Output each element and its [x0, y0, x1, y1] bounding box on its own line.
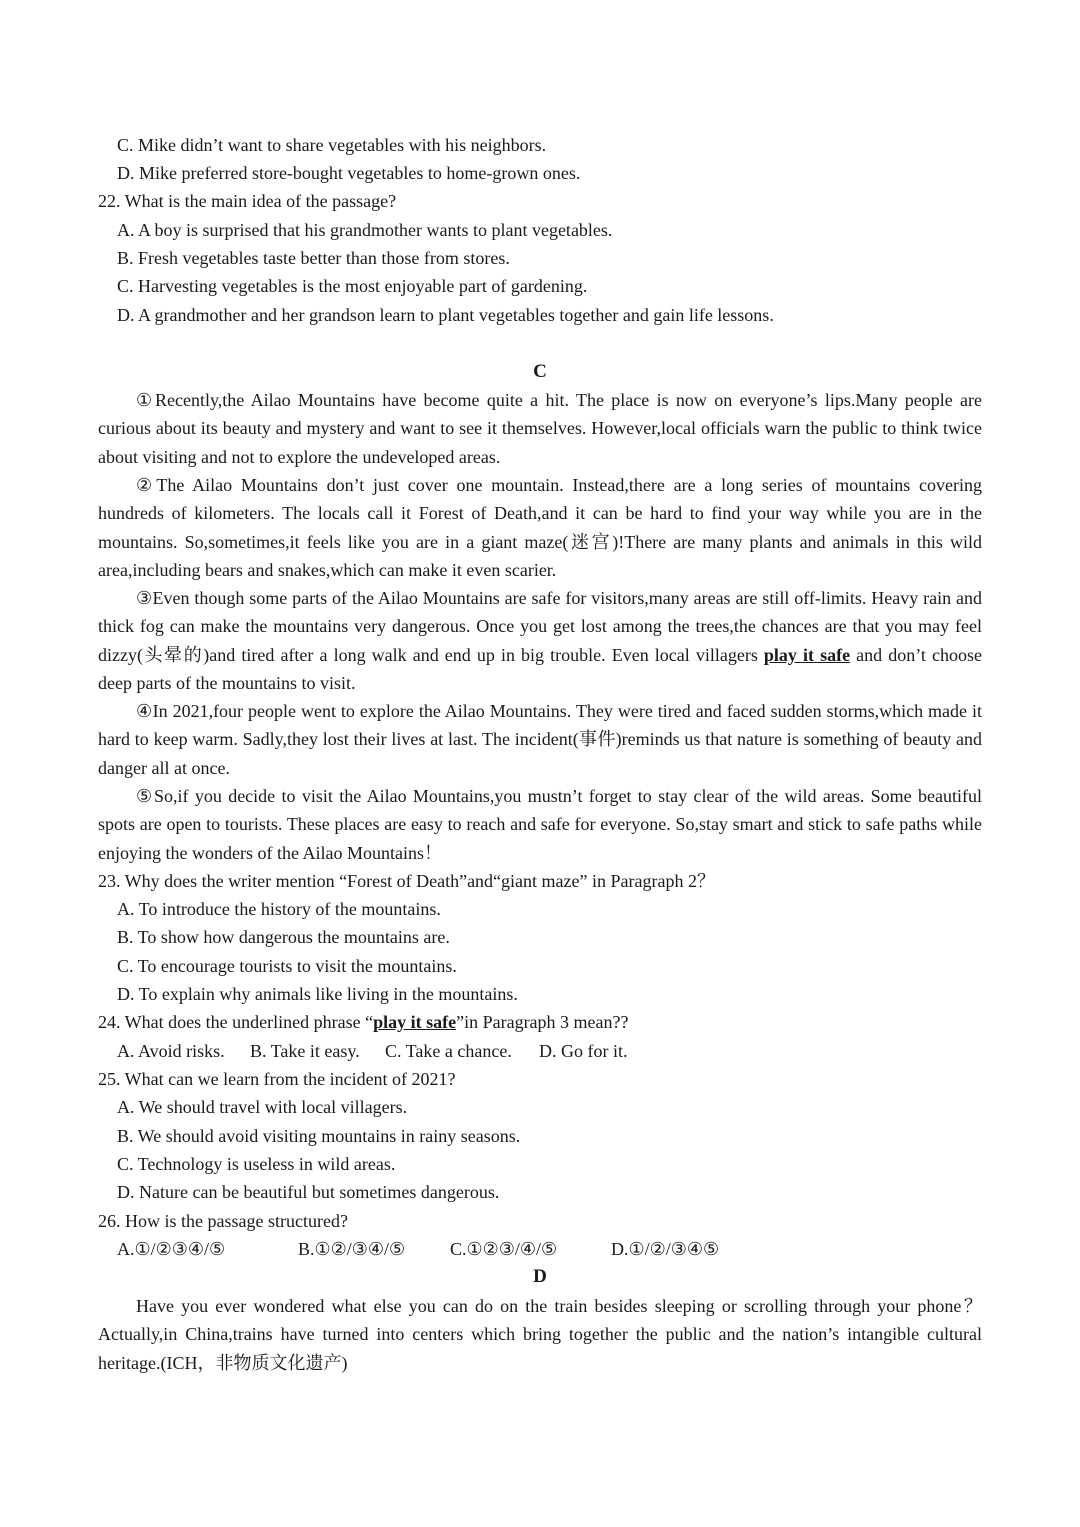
q26-option-c: C.①②③/④/⑤	[450, 1239, 558, 1259]
q25-option-d: D. Nature can be beautiful but sometimes dangerous.	[117, 1182, 500, 1202]
underlined-phrase: play it safe	[763, 644, 851, 665]
section-c-paragraph-4: ④In 2021,four people went to explore the Ailao Mountains. They were tired and faced sudden storms,which made it hard to keep warm. Sadly,they lost their lives at last. The incident(事件)reminds us that nature is something of beauty and danger all at once.	[98, 701, 982, 778]
paragraph-3-text-before: ③Even though some parts of the Ailao Mountains are safe for visitors,many areas are still off-limits. Heavy rain and thick fog can make the mountains very dangerous. Once you get lost among the trees,the chances are that you may feel dizzy(头晕的)and tired after a long walk and end up in big trouble. Even local villagers	[98, 588, 982, 665]
q23-question: 23. Why does the writer mention “Forest of Death”and“giant maze” in Paragraph 2？	[98, 871, 715, 891]
q22-option-b: B. Fresh vegetables taste better than those from stores.	[117, 248, 510, 268]
section-d-paragraph-1: Have you ever wondered what else you can do on the train besides sleeping or scrolling through your phone？Actually,in China,trains have turned into centers which bring together the public and the nation’s intangible cultural heritage.(ICH，非物质文化遗产)	[98, 1296, 982, 1373]
q25-question: 25. What can we learn from the incident of 2021?	[98, 1069, 456, 1089]
q23-option-d: D. To explain why animals like living in the mountains.	[117, 984, 518, 1004]
q23-option-a: A. To introduce the history of the mountains.	[117, 899, 441, 919]
q24-text-before: 24. What does the underlined phrase “	[98, 1012, 374, 1032]
q24-option-d: D. Go for it.	[539, 1041, 628, 1061]
q24-option-b: B. Take it easy.	[250, 1041, 360, 1061]
q21-option-d: D. Mike preferred store-bought vegetables to home-grown ones.	[117, 163, 581, 183]
paragraph-3-text-after: and don’t choose deep parts of the mountains to visit.	[98, 644, 982, 693]
q24-option-c: C. Take a chance.	[385, 1041, 512, 1061]
q24-options	[117, 1037, 628, 1065]
q22-option-a: A. A boy is surprised that his grandmother wants to plant vegetables.	[117, 220, 613, 240]
section-c-paragraph-2: ②The Ailao Mountains don’t just cover one mountain. Instead,there are a long series of mountains covering hundreds of kilometers. The locals call it Forest of Death,and it can be hard to find your way while you are in the mountains. So,sometimes,it feels like you are in a giant maze(迷宫)!There are many plants and animals in this wild area,including bears and snakes,which can make it even scarier.	[98, 475, 982, 580]
q25-option-a: A. We should travel with local villagers.	[117, 1097, 408, 1117]
q26-options	[117, 1235, 719, 1263]
q25-option-b: B. We should avoid visiting mountains in rainy seasons.	[117, 1126, 521, 1146]
q26-option-b: B.①②/③④/⑤	[298, 1239, 406, 1259]
q26-question: 26. How is the passage structured?	[98, 1211, 348, 1231]
q24-option-a: A. Avoid risks.	[117, 1041, 225, 1061]
section-c-heading: C	[533, 361, 547, 382]
q22-question: 22. What is the main idea of the passage?	[98, 191, 397, 211]
q23-option-b: B. To show how dangerous the mountains are.	[117, 927, 450, 947]
q24-question	[98, 1008, 629, 1036]
section-c-paragraph-1: ①Recently,the Ailao Mountains have become quite a hit. The place is now on everyone’s lips.Many people are curious about its beauty and mystery and want to see it themselves. However,local officials warn the public to think twice about visiting and not to explore the undeveloped areas.	[98, 390, 982, 467]
q21-option-c: C. Mike didn’t want to share vegetables with his neighbors.	[117, 135, 547, 155]
section-c-paragraph-5: ⑤So,if you decide to visit the Ailao Mountains,you mustn’t forget to stay clear of the wild areas. Some beautiful spots are open to tourists. These places are easy to reach and safe for everyone. So,stay smart and stick to safe paths while enjoying the wonders of the Ailao Mountains！	[98, 786, 982, 863]
q26-option-a: A.①/②③④/⑤	[117, 1239, 226, 1259]
q23-option-c: C. To encourage tourists to visit the mountains.	[117, 956, 457, 976]
section-c-paragraph-3	[98, 584, 982, 697]
q25-option-c: C. Technology is useless in wild areas.	[117, 1154, 396, 1174]
section-d-heading: D	[533, 1266, 547, 1287]
q24-underlined-phrase: play it safe	[373, 1012, 457, 1032]
q24-text-after: ”in Paragraph 3 mean??	[456, 1012, 629, 1032]
q26-option-d: D.①/②/③④⑤	[611, 1239, 720, 1259]
q22-option-d: D. A grandmother and her grandson learn to plant vegetables together and gain life lessons.	[117, 305, 774, 325]
q22-option-c: C. Harvesting vegetables is the most enjoyable part of gardening.	[117, 276, 588, 296]
